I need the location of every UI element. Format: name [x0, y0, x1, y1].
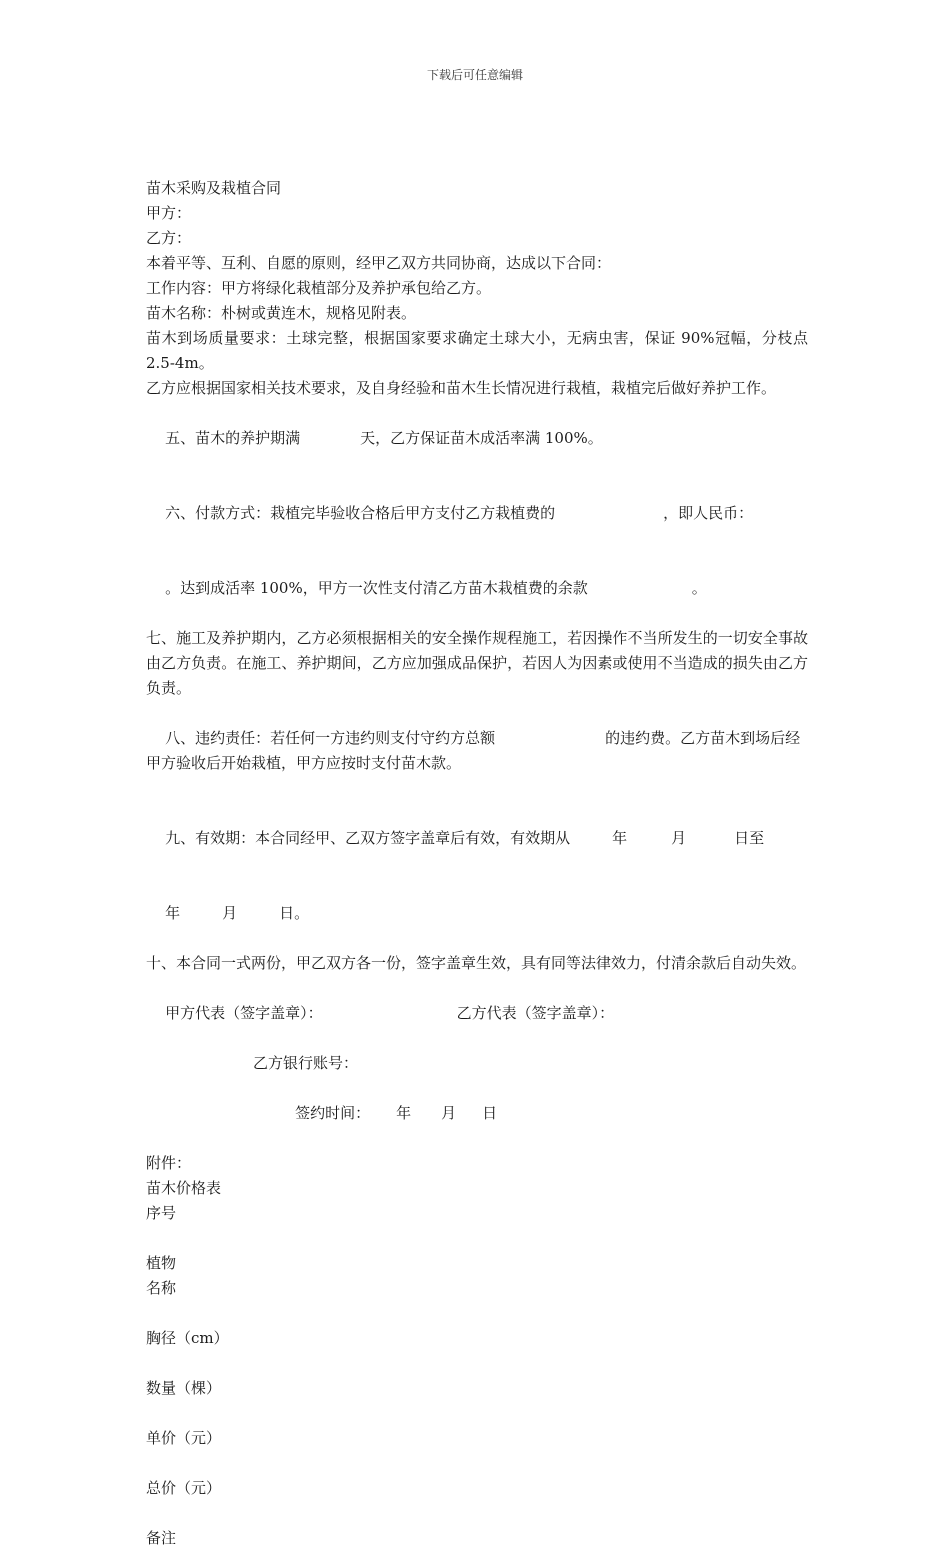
- clause-8-part-b: 的违约费。乙方苗木到场后经甲方验收后开始栽植，甲方应按时支付苗木款。: [146, 729, 801, 772]
- clause-8: [146, 701, 808, 801]
- table-header-plant-name: 植物 名称: [146, 1254, 177, 1297]
- work-content: 工作内容：甲方将绿化栽植部分及养护承包给乙方。: [146, 279, 492, 297]
- sign-day: 日: [482, 1104, 498, 1122]
- attachment-label: 附件：: [146, 1154, 192, 1172]
- clause-9-month: 月: [671, 829, 687, 847]
- clause-5: [146, 401, 808, 476]
- clause-6-part-b: ，即人民币：: [663, 504, 754, 522]
- table-header-unit-price: 单价（元）: [146, 1429, 222, 1447]
- sign-year: 年: [396, 1104, 412, 1122]
- table-header-total-price: 总价（元）: [146, 1479, 222, 1497]
- table-header-quantity: 数量（棵）: [146, 1379, 222, 1397]
- table-header-remarks: 备注: [146, 1529, 177, 1547]
- table-header-diameter: 胸径（cm）: [146, 1329, 229, 1347]
- party-a-line: 甲方：: [146, 204, 192, 222]
- party-a-signature: 甲方代表（签字盖章）：: [165, 1004, 323, 1022]
- signature-line: [146, 976, 808, 1051]
- clause-9-part-a: 九、有效期：本合同经甲、乙双方签字盖章后有效，有效期从: [165, 829, 571, 847]
- clause-8-part-a: 八、违约责任：若任何一方违约则支付守约方总额: [165, 729, 496, 747]
- price-table-title: 苗木价格表: [146, 1179, 222, 1197]
- seedling-name: 苗木名称：朴树或黄连木，规格见附表。: [146, 304, 417, 322]
- contract-body: [146, 176, 813, 1551]
- clause-9-end-day: 日。: [279, 904, 310, 922]
- contract-title: 苗木采购及栽植合同: [146, 179, 282, 197]
- clause-9-line-2: [146, 876, 808, 951]
- clause-6-part-a: 六、付款方式：栽植完毕验收合格后甲方支付乙方栽植费的: [165, 504, 556, 522]
- clause-6-part-c: 。达到成活率 100%，甲方一次性支付清乙方苗木栽植费的余款: [165, 579, 588, 597]
- intro-paragraph: 本着平等、互利、自愿的原则，经甲乙双方共同协商，达成以下合同：: [146, 254, 612, 272]
- clause-9-end-month: 月: [222, 904, 238, 922]
- party-b-signature: 乙方代表（签字盖章）：: [456, 1004, 615, 1022]
- bank-account-line: 乙方银行账号：: [253, 1054, 359, 1072]
- clause-9-day-to: 日至: [734, 829, 765, 847]
- clause-6-line-1: [146, 476, 808, 551]
- planting-paragraph: 乙方应根据国家相关技术要求，及自身经验和苗木生长情况进行栽植，栽植完后做好养护工作。: [146, 379, 777, 397]
- clause-5-part-a: 五、苗木的养护期满: [165, 429, 301, 447]
- clause-9-end-year: 年: [165, 904, 181, 922]
- sign-date-line: [146, 1076, 808, 1151]
- clause-9-year: 年: [612, 829, 628, 847]
- sign-time-label: 签约时间：: [295, 1104, 371, 1122]
- sign-month: 月: [441, 1104, 457, 1122]
- clause-10: 十、本合同一式两份，甲乙双方各一份，签字盖章生效，具有同等法律效力，付清余款后自动失效。: [146, 954, 807, 972]
- page-header: 下载后可任意编辑: [426, 68, 523, 82]
- clause-7: 七、施工及养护期内，乙方必须根据相关的安全操作规程施工，若因操作不当所发生的一切安全事故由乙方负责。在施工、养护期间，乙方应加强成品保护，若因人为因素或使用不当造成的损失由乙方负责。: [146, 629, 808, 697]
- clause-6-part-d: 。: [691, 579, 707, 597]
- clause-6-line-2: [146, 551, 808, 626]
- table-header-no: 序号: [146, 1204, 177, 1222]
- clause-9-line-1: [146, 801, 808, 876]
- party-b-line: 乙方：: [146, 229, 192, 247]
- clause-5-part-b: 天，乙方保证苗木成活率满 100%。: [360, 429, 603, 447]
- quality-requirement: 苗木到场质量要求：土球完整，根据国家要求确定土球大小，无病虫害，保证 90%冠幅，分枝点 2.5-4m。: [146, 329, 813, 372]
